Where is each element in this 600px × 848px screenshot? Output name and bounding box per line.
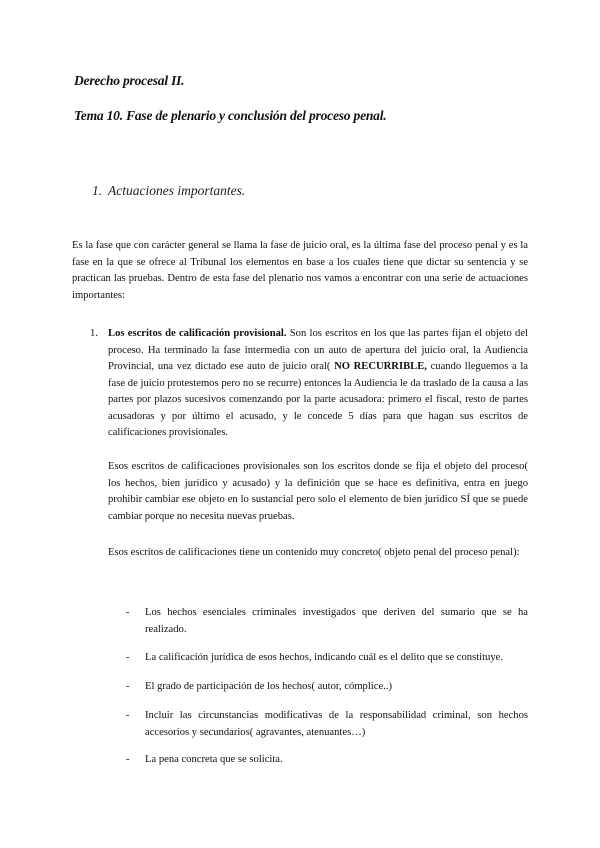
bullet-marker: - bbox=[126, 652, 130, 663]
bullet-marker: - bbox=[126, 710, 130, 721]
section-title: Actuaciones importantes. bbox=[108, 183, 246, 198]
list-item-number: 1. bbox=[90, 328, 98, 339]
item-text-b: cuando lleguemos a la fase de juicio protestemos pero no se recurre) entonces la Audiencia le da traslado de la causa a las partes por plazos sucesivos comenzando por la parte acusadora: primero el fiscal, resto de partes acusadoras y por último el acusado, y le concede 5 días para que hagan sus escritos de calificaciones provisionales. bbox=[108, 361, 528, 438]
bullet-item-hechos: Los hechos esenciales criminales investigados que deriven del sumario que se ha realizado. bbox=[145, 607, 528, 635]
section-heading bbox=[92, 183, 245, 199]
paragraph-contenido: Esos escritos de calificaciones tiene un contenido muy concreto( objeto penal del proceso penal): bbox=[108, 547, 520, 558]
item-bold-mid: NO RECURRIBLE, bbox=[334, 361, 427, 372]
intro-paragraph: Es la fase que con carácter general se llama la fase de juicio oral, es la última fase del proceso penal y es la fase en la que se ofrece al Tribunal los elementos en base a los cuales tiene que dictar su sentencia y se practican las pruebas. Dentro de esta fase del plenario nos vamos a encontrar con una serie de actuaciones importantes: bbox=[72, 240, 528, 301]
bullet-marker: - bbox=[126, 681, 130, 692]
bullet-item-circunstancias: Incluir las circunstancias modificativas de la responsabilidad criminal, son hechos accesorios y secundarios( agravantes, atenuantes…) bbox=[145, 710, 528, 738]
item-bold-lead: Los escritos de calificación provisional. bbox=[108, 328, 287, 339]
document-title: Derecho procesal II. bbox=[74, 73, 185, 88]
bullet-item-calificacion: La calificación jurídica de esos hechos, indicando cuál es el delito que se constituye. bbox=[145, 652, 503, 663]
bullet-item-participacion: El grado de participación de los hechos( autor, cómplice..) bbox=[145, 681, 392, 692]
bullet-marker: - bbox=[126, 754, 130, 765]
list-item-escritos bbox=[108, 326, 528, 442]
bullet-marker: - bbox=[126, 607, 130, 618]
document-subtitle: Tema 10. Fase de plenario y conclusión del proceso penal. bbox=[74, 108, 387, 123]
section-number: 1. bbox=[92, 183, 103, 198]
bullet-item-pena: La pena concreta que se solicita. bbox=[145, 754, 283, 765]
item-text-a: Son los escritos en los que las partes fijan el objeto del proceso. Ha terminado la fase intermedia con un auto de apertura del juicio oral, la Audiencia Provincial, una vez dictado ese auto de juicio oral( bbox=[108, 328, 528, 372]
paragraph-calificaciones: Esos escritos de calificaciones provisionales son los escritos donde se fija el objeto del proceso( los hechos, bien jurídico y acusado) y la definición que se hace es definitiva, entra en juego prohibir cambiar ese objeto en lo sustancial pero solo el elemento de bien jurídico SÍ que se puede cambiar porque no necesita nuevas pruebas. bbox=[108, 461, 528, 522]
